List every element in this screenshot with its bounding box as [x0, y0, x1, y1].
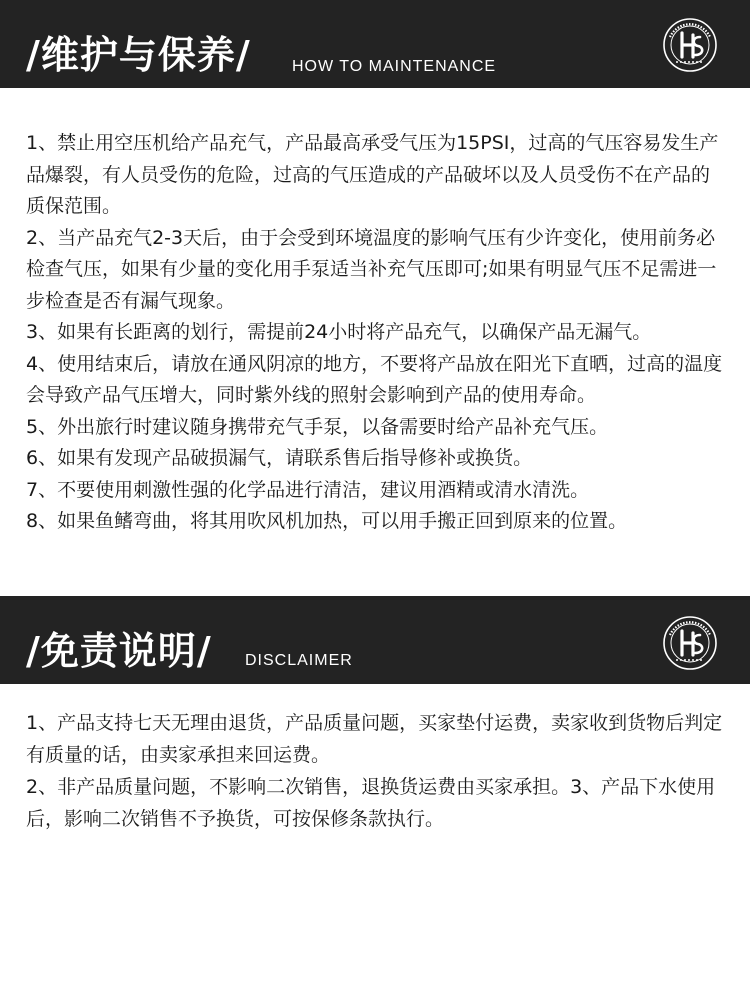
- maintenance-item: 1、禁止用空压机给产品充气，产品最高承受气压为15PSI，过高的气压容易发生产品爆裂，有人员受伤的危险，过高的气压造成的产品破坏以及人员受伤不在产品的质保范围。: [26, 132, 719, 217]
- hs-brand-logo-icon: [662, 17, 718, 73]
- disclaimer-header: [0, 596, 750, 684]
- maintenance-item: 7、不要使用刺激性强的化学品进行清洁，建议用酒精或清水清洗。: [26, 478, 590, 501]
- disclaimer-content: [26, 707, 726, 835]
- disclaimer-item: 1、产品支持七天无理由退货，产品质量问题，买家垫付运费，卖家收到货物后判定有质量的话，由卖家承担来回运费。: [26, 712, 723, 766]
- disclaimer-title: /免责说明/: [26, 629, 212, 673]
- maintenance-header: [0, 0, 750, 88]
- disclaimer-item: 2、非产品质量问题，不影响二次销售，退换货运费由买家承担。3、产品下水使用后，影响二次销售不予换货，可按保修条款执行。: [26, 776, 716, 830]
- disclaimer-subtitle: DISCLAIMER: [245, 652, 353, 669]
- maintenance-content: [26, 128, 726, 538]
- maintenance-item: 6、如果有发现产品破损漏气，请联系售后指导修补或换货。: [26, 447, 533, 469]
- maintenance-item: 5、外出旅行时建议随身携带充气手泵，以备需要时给产品补充气压。: [26, 415, 609, 438]
- maintenance-subtitle: HOW TO MAINTENANCE: [292, 58, 497, 75]
- maintenance-item: 8、如果鱼鳍弯曲，将其用吹风机加热，可以用手搬正回到原来的位置。: [26, 510, 628, 532]
- hs-brand-logo-icon: [662, 615, 718, 671]
- maintenance-title: /维护与保养/: [26, 33, 251, 77]
- maintenance-item: 4、使用结束后，请放在通风阴凉的地方，不要将产品放在阳光下直晒，过高的温度会导致产品气压增大，同时紫外线的照射会影响到产品的使用寿命。: [26, 352, 723, 406]
- maintenance-item: 3、如果有长距离的划行，需提前24小时将产品充气，以确保产品无漏气。: [26, 321, 652, 343]
- maintenance-item: 2、当产品充气2-3天后，由于会受到环境温度的影响气压有少许变化，使用前务必检查气压，如果有少量的变化用手泵适当补充气压即可;如果有明显气压不足需进一步检查是否有漏气现象。: [26, 226, 717, 312]
